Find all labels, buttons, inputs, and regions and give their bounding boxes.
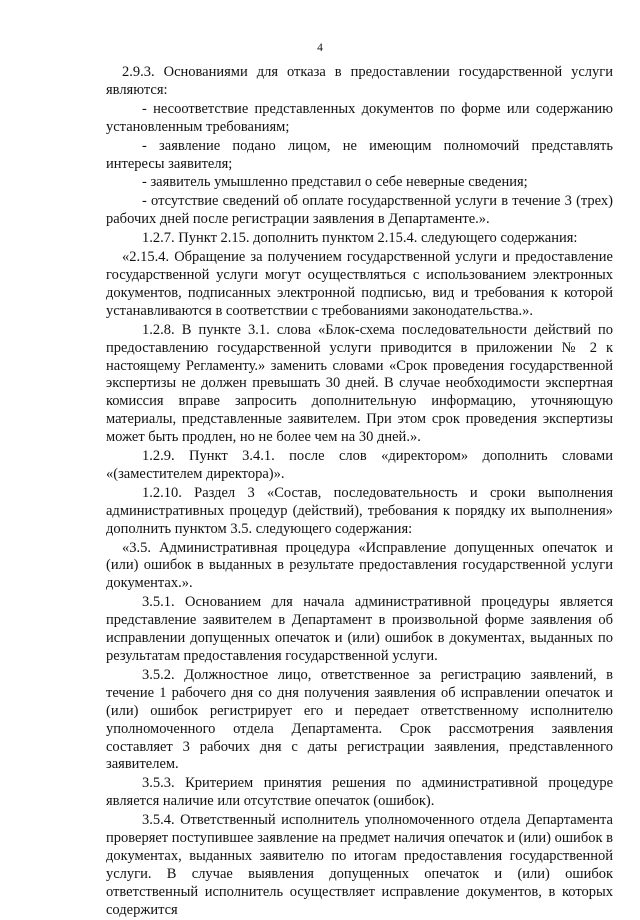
paragraph: «3.5. Административная процедура «Исправление допущенных опечаток и (или) ошибок в выданных в результате предоставления государственной услуги документах.». xyxy=(106,539,613,592)
paragraph: 3.5.2. Должностное лицо, ответственное за регистрацию заявлений, в течение 1 рабочего дня со дня получения заявления об исправлении опечаток и (или) ошибок регистрирует его и передает ответственному исполнителю уполномоченного отдела Департамента. Срок рассмотрения заявления составляет 3 рабочих дня с даты регистрации заявления, представленного заявителем. xyxy=(106,666,613,773)
paragraph: «2.15.4. Обращение за получением государственной услуги и предоставление государственной услуги могут осуществляться с использованием электронных документов, подписанных электронной подписью, вид и требования к которой устанавливаются в соответствии с требованиями законодательства.». xyxy=(106,249,613,319)
paragraph: 3.5.4. Ответственный исполнитель уполномоченного отдела Департамента проверяет поступившее заявление на предмет наличия опечаток и (или) ошибок в документах, выданных заявителю по итогам предоставления государственной услуги. В случае выявления допущенных опечаток и (или) ошибок ответственный исполнитель осуществляет исправление документов, в которых содержится xyxy=(106,812,613,918)
paragraph: 2.9.3. Основаниями для отказа в предоставлении государственной услуги являются: xyxy=(106,64,613,98)
paragraph: 1.2.10. Раздел 3 «Состав, последовательность и сроки выполнения административных процедур (действий), требования к порядку их выполнения» дополнить пунктом 3.5. следующего содержания: xyxy=(106,484,613,537)
paragraph: 3.5.1. Основанием для начала административной процедуры является представление заявителем в Департамент в произвольной форме заявления об исправлении допущенных опечаток и (или) ошибок в документах, выданных по результатам предоставления государственной услуги. xyxy=(106,594,613,664)
paragraph: - несоответствие представленных документов по форме или содержанию установленным требованиям; xyxy=(106,100,613,135)
document-body xyxy=(106,40,613,920)
paragraph: - отсутствие сведений об оплате государственной услуги в течение 3 (трех) рабочих дней после регистрации заявления в Департаменте.». xyxy=(106,193,613,228)
page-number: 4 xyxy=(317,42,323,54)
paragraph: 3.5.3. Критерием принятия решения по административной процедуре является наличие или отсутствие опечаток (ошибок). xyxy=(106,775,613,810)
paragraph: - заявление подано лицом, не имеющим полномочий представлять интересы заявителя; xyxy=(106,137,613,172)
paragraph: 1.2.8. В пункте 3.1. слова «Блок-схема последовательности действий по предоставлению государственной услуги приводится в приложении № 2 к настоящему Регламенту.» заменить словами «Срок проведения государственной экспертизы не должен превышать 30 дней. В случае необходимости экспертная комиссия вправе запросить дополнительную информацию, уточняющую материалы, представленные заявителем. При этом срок проведения экспертизы может быть продлен, но не более чем на 30 дней.». xyxy=(106,321,613,446)
paragraph: 1.2.7. Пункт 2.15. дополнить пунктом 2.15.4. следующего содержания: xyxy=(142,230,578,247)
paragraph: - заявитель умышленно представил о себе неверные сведения; xyxy=(142,174,528,191)
paragraph: 1.2.9. Пункт 3.4.1. после слов «директором» дополнить словами «(заместителем директора)». xyxy=(106,448,613,482)
